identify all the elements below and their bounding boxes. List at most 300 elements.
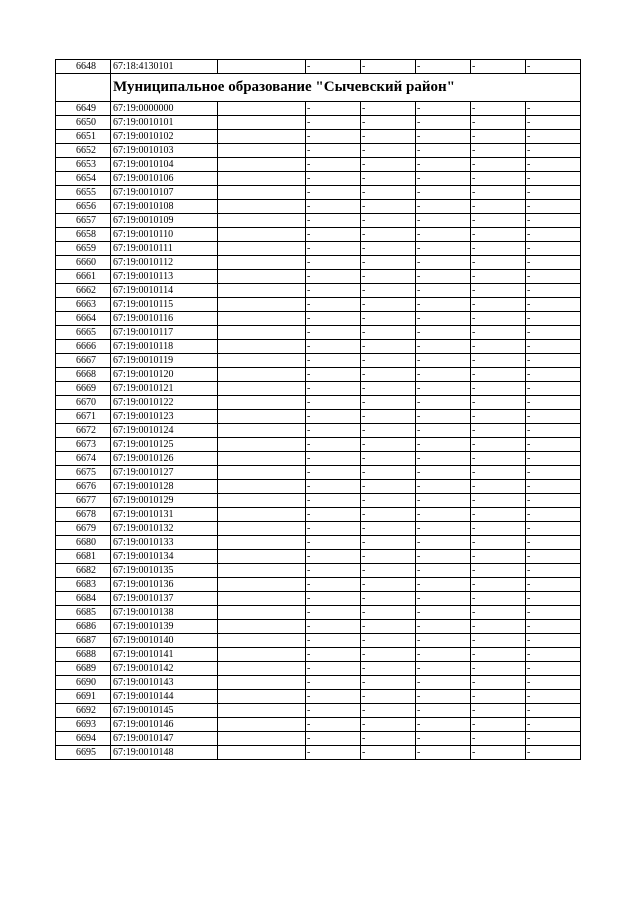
value-cell: - — [526, 102, 581, 116]
value-cell: - — [526, 130, 581, 144]
value-cell: - — [416, 592, 471, 606]
value-cell: - — [306, 172, 361, 186]
value-cell: - — [361, 242, 416, 256]
value-cell: - — [306, 620, 361, 634]
value-cell: - — [471, 676, 526, 690]
value-cell: - — [306, 438, 361, 452]
blank-cell — [218, 508, 306, 522]
blank-cell — [218, 172, 306, 186]
table-row — [56, 648, 581, 662]
value-cell: - — [361, 116, 416, 130]
value-cell: - — [471, 690, 526, 704]
table-row — [56, 508, 581, 522]
row-number: 6648 — [56, 60, 111, 74]
value-cell: - — [361, 256, 416, 270]
value-cell: - — [306, 158, 361, 172]
cadastral-number: 67:19:0010137 — [111, 592, 218, 606]
value-cell: - — [526, 242, 581, 256]
table-row — [56, 662, 581, 676]
blank-cell — [218, 662, 306, 676]
blank-cell — [218, 424, 306, 438]
value-cell: - — [306, 662, 361, 676]
value-cell: - — [526, 158, 581, 172]
value-cell: - — [526, 690, 581, 704]
value-cell: - — [526, 326, 581, 340]
cadastral-number: 67:18:4130101 — [111, 60, 218, 74]
value-cell: - — [526, 578, 581, 592]
value-cell: - — [471, 368, 526, 382]
cadastral-number: 67:19:0010127 — [111, 466, 218, 480]
value-cell: - — [471, 480, 526, 494]
value-cell: - — [471, 228, 526, 242]
value-cell: - — [306, 312, 361, 326]
value-cell: - — [416, 648, 471, 662]
value-cell: - — [526, 494, 581, 508]
cadastral-number: 67:19:0010135 — [111, 564, 218, 578]
value-cell: - — [361, 340, 416, 354]
value-cell: - — [526, 662, 581, 676]
value-cell: - — [471, 256, 526, 270]
value-cell: - — [306, 368, 361, 382]
cadastral-number: 67:19:0010148 — [111, 746, 218, 760]
cadastral-number: 67:19:0010147 — [111, 732, 218, 746]
value-cell: - — [306, 228, 361, 242]
value-cell: - — [306, 424, 361, 438]
row-number: 6680 — [56, 536, 111, 550]
table-row — [56, 578, 581, 592]
value-cell: - — [471, 312, 526, 326]
value-cell: - — [416, 522, 471, 536]
value-cell: - — [471, 326, 526, 340]
value-cell: - — [416, 130, 471, 144]
blank-cell — [218, 578, 306, 592]
blank-cell — [218, 410, 306, 424]
value-cell: - — [526, 438, 581, 452]
value-cell: - — [361, 424, 416, 438]
blank-cell — [218, 494, 306, 508]
value-cell: - — [306, 536, 361, 550]
blank-cell — [218, 256, 306, 270]
value-cell: - — [471, 648, 526, 662]
blank-cell — [218, 158, 306, 172]
value-cell: - — [416, 340, 471, 354]
value-cell: - — [306, 410, 361, 424]
value-cell: - — [416, 690, 471, 704]
row-number: 6692 — [56, 704, 111, 718]
cadastral-number: 67:19:0010144 — [111, 690, 218, 704]
value-cell: - — [471, 270, 526, 284]
row-number: 6649 — [56, 102, 111, 116]
cadastral-number: 67:19:0010133 — [111, 536, 218, 550]
value-cell: - — [306, 480, 361, 494]
row-number: 6686 — [56, 620, 111, 634]
value-cell: - — [306, 550, 361, 564]
value-cell: - — [306, 396, 361, 410]
value-cell: - — [361, 186, 416, 200]
value-cell: - — [526, 480, 581, 494]
cadastral-number: 67:19:0010121 — [111, 382, 218, 396]
value-cell: - — [361, 410, 416, 424]
value-cell: - — [471, 214, 526, 228]
value-cell: - — [416, 284, 471, 298]
value-cell: - — [526, 144, 581, 158]
value-cell: - — [526, 256, 581, 270]
row-number: 6665 — [56, 326, 111, 340]
value-cell: - — [471, 536, 526, 550]
value-cell: - — [471, 746, 526, 760]
value-cell: - — [416, 368, 471, 382]
value-cell: - — [416, 550, 471, 564]
value-cell: - — [306, 326, 361, 340]
table-row — [56, 312, 581, 326]
value-cell: - — [361, 130, 416, 144]
value-cell: - — [471, 340, 526, 354]
blank-cell — [218, 718, 306, 732]
value-cell: - — [416, 424, 471, 438]
value-cell: - — [526, 522, 581, 536]
value-cell: - — [471, 144, 526, 158]
value-cell: - — [361, 102, 416, 116]
table-row — [56, 130, 581, 144]
cadastral-number: 67:19:0010138 — [111, 606, 218, 620]
cadastral-number: 67:19:0010118 — [111, 340, 218, 354]
value-cell: - — [526, 214, 581, 228]
row-number: 6678 — [56, 508, 111, 522]
table-row — [56, 144, 581, 158]
value-cell: - — [471, 466, 526, 480]
cadastral-number: 67:19:0010136 — [111, 578, 218, 592]
cadastral-number: 67:19:0010107 — [111, 186, 218, 200]
cadastral-number: 67:19:0010102 — [111, 130, 218, 144]
blank-cell — [218, 466, 306, 480]
cadastral-number: 67:19:0010122 — [111, 396, 218, 410]
blank-cell — [218, 200, 306, 214]
value-cell: - — [526, 60, 581, 74]
value-cell: - — [306, 186, 361, 200]
section-header-row — [56, 74, 581, 102]
table-row — [56, 522, 581, 536]
cadastral-number: 67:19:0010106 — [111, 172, 218, 186]
value-cell: - — [416, 172, 471, 186]
blank-cell — [218, 704, 306, 718]
value-cell: - — [526, 410, 581, 424]
blank-cell — [218, 564, 306, 578]
value-cell: - — [471, 60, 526, 74]
cadastral-number: 67:19:0010125 — [111, 438, 218, 452]
value-cell: - — [306, 746, 361, 760]
value-cell: - — [416, 746, 471, 760]
value-cell: - — [361, 284, 416, 298]
cadastral-number: 67:19:0010143 — [111, 676, 218, 690]
cadastral-number: 67:19:0010114 — [111, 284, 218, 298]
row-number: 6656 — [56, 200, 111, 214]
value-cell: - — [361, 592, 416, 606]
value-cell: - — [361, 480, 416, 494]
row-number: 6658 — [56, 228, 111, 242]
value-cell: - — [361, 676, 416, 690]
cadastral-number: 67:19:0010120 — [111, 368, 218, 382]
row-number: 6683 — [56, 578, 111, 592]
blank-cell — [218, 340, 306, 354]
cadastral-number: 67:19:0010110 — [111, 228, 218, 242]
value-cell: - — [526, 746, 581, 760]
blank-cell — [218, 284, 306, 298]
cadastral-number: 67:19:0010116 — [111, 312, 218, 326]
value-cell: - — [526, 368, 581, 382]
row-number: 6670 — [56, 396, 111, 410]
value-cell: - — [306, 606, 361, 620]
value-cell: - — [306, 60, 361, 74]
table-row — [56, 242, 581, 256]
value-cell: - — [471, 172, 526, 186]
value-cell: - — [306, 466, 361, 480]
cadastral-number: 67:19:0010123 — [111, 410, 218, 424]
row-number: 6695 — [56, 746, 111, 760]
cadastral-number: 67:19:0010142 — [111, 662, 218, 676]
table-row — [56, 172, 581, 186]
table-row — [56, 284, 581, 298]
value-cell: - — [526, 536, 581, 550]
blank-cell — [218, 438, 306, 452]
value-cell: - — [526, 200, 581, 214]
table-row — [56, 382, 581, 396]
value-cell: - — [526, 298, 581, 312]
value-cell: - — [471, 732, 526, 746]
value-cell: - — [306, 494, 361, 508]
table-row — [56, 592, 581, 606]
value-cell: - — [526, 424, 581, 438]
row-number: 6663 — [56, 298, 111, 312]
value-cell: - — [306, 102, 361, 116]
value-cell: - — [306, 704, 361, 718]
row-number: 6688 — [56, 648, 111, 662]
value-cell: - — [471, 494, 526, 508]
value-cell: - — [526, 396, 581, 410]
value-cell: - — [361, 452, 416, 466]
value-cell: - — [471, 242, 526, 256]
value-cell: - — [361, 634, 416, 648]
table-row — [56, 270, 581, 284]
row-number: 6662 — [56, 284, 111, 298]
cadastral-number: 67:19:0010146 — [111, 718, 218, 732]
blank-cell — [218, 60, 306, 74]
value-cell: - — [471, 662, 526, 676]
value-cell: - — [416, 256, 471, 270]
value-cell: - — [471, 718, 526, 732]
blank-cell — [218, 186, 306, 200]
value-cell: - — [361, 536, 416, 550]
blank-cell — [218, 634, 306, 648]
cadastral-number: 67:19:0010101 — [111, 116, 218, 130]
row-number: 6676 — [56, 480, 111, 494]
value-cell: - — [361, 158, 416, 172]
cadastral-number: 67:19:0010112 — [111, 256, 218, 270]
table-row — [56, 214, 581, 228]
blank-cell — [218, 116, 306, 130]
value-cell: - — [526, 718, 581, 732]
value-cell: - — [416, 270, 471, 284]
value-cell: - — [416, 396, 471, 410]
value-cell: - — [306, 270, 361, 284]
value-cell: - — [471, 396, 526, 410]
value-cell: - — [361, 704, 416, 718]
value-cell: - — [306, 284, 361, 298]
blank-cell — [218, 690, 306, 704]
value-cell: - — [416, 326, 471, 340]
value-cell: - — [416, 620, 471, 634]
table-row — [56, 634, 581, 648]
row-number: 6655 — [56, 186, 111, 200]
blank-cell — [218, 592, 306, 606]
value-cell: - — [526, 620, 581, 634]
value-cell: - — [306, 578, 361, 592]
value-cell: - — [306, 732, 361, 746]
cadastral-number: 67:19:0010141 — [111, 648, 218, 662]
value-cell: - — [416, 564, 471, 578]
row-number: 6654 — [56, 172, 111, 186]
table-row — [56, 102, 581, 116]
table-row — [56, 186, 581, 200]
blank-cell — [218, 550, 306, 564]
table-row — [56, 60, 581, 74]
value-cell: - — [416, 116, 471, 130]
cadastral-number: 67:19:0010117 — [111, 326, 218, 340]
value-cell: - — [416, 704, 471, 718]
row-number: 6673 — [56, 438, 111, 452]
value-cell: - — [361, 732, 416, 746]
value-cell: - — [471, 116, 526, 130]
value-cell: - — [526, 354, 581, 368]
value-cell: - — [416, 438, 471, 452]
blank-cell — [218, 452, 306, 466]
value-cell: - — [416, 452, 471, 466]
row-number: 6657 — [56, 214, 111, 228]
value-cell: - — [471, 298, 526, 312]
value-cell: - — [471, 438, 526, 452]
row-number: 6672 — [56, 424, 111, 438]
blank-cell — [218, 312, 306, 326]
value-cell: - — [526, 508, 581, 522]
value-cell: - — [471, 522, 526, 536]
value-cell: - — [416, 186, 471, 200]
row-number: 6675 — [56, 466, 111, 480]
section-title: Муниципальное образование "Сычевский район" — [111, 74, 581, 102]
table-row — [56, 340, 581, 354]
table-row — [56, 354, 581, 368]
value-cell: - — [416, 298, 471, 312]
value-cell: - — [471, 410, 526, 424]
table-row — [56, 732, 581, 746]
value-cell: - — [306, 648, 361, 662]
value-cell: - — [526, 676, 581, 690]
value-cell: - — [526, 452, 581, 466]
value-cell: - — [306, 592, 361, 606]
data-table — [55, 59, 581, 760]
value-cell: - — [526, 284, 581, 298]
cadastral-number: 67:19:0010103 — [111, 144, 218, 158]
cadastral-number: 67:19:0010145 — [111, 704, 218, 718]
value-cell: - — [526, 564, 581, 578]
value-cell: - — [306, 354, 361, 368]
table-row — [56, 158, 581, 172]
table-row — [56, 438, 581, 452]
value-cell: - — [416, 606, 471, 620]
blank-cell — [218, 746, 306, 760]
value-cell: - — [416, 214, 471, 228]
value-cell: - — [471, 354, 526, 368]
value-cell: - — [361, 438, 416, 452]
table-row — [56, 746, 581, 760]
value-cell: - — [416, 200, 471, 214]
cadastral-number: 67:19:0000000 — [111, 102, 218, 116]
value-cell: - — [361, 620, 416, 634]
blank-cell — [218, 326, 306, 340]
table-row — [56, 452, 581, 466]
value-cell: - — [416, 480, 471, 494]
value-cell: - — [361, 60, 416, 74]
table-row — [56, 480, 581, 494]
value-cell: - — [361, 298, 416, 312]
blank-cell — [218, 270, 306, 284]
value-cell: - — [526, 228, 581, 242]
table-row — [56, 228, 581, 242]
value-cell: - — [306, 130, 361, 144]
value-cell: - — [471, 424, 526, 438]
value-cell: - — [471, 620, 526, 634]
blank-cell — [218, 242, 306, 256]
cadastral-number: 67:19:0010109 — [111, 214, 218, 228]
value-cell: - — [526, 116, 581, 130]
table-row — [56, 326, 581, 340]
value-cell: - — [416, 228, 471, 242]
table-row — [56, 606, 581, 620]
value-cell: - — [416, 662, 471, 676]
table-row — [56, 200, 581, 214]
value-cell: - — [361, 578, 416, 592]
value-cell: - — [471, 550, 526, 564]
table-row — [56, 718, 581, 732]
table-row — [56, 550, 581, 564]
blank-cell — [218, 102, 306, 116]
blank-cell — [218, 536, 306, 550]
value-cell: - — [416, 102, 471, 116]
blank-cell — [218, 480, 306, 494]
row-number: 6660 — [56, 256, 111, 270]
value-cell: - — [361, 312, 416, 326]
row-number: 6682 — [56, 564, 111, 578]
value-cell: - — [526, 186, 581, 200]
blank-cell — [218, 732, 306, 746]
value-cell: - — [416, 578, 471, 592]
row-number: 6689 — [56, 662, 111, 676]
value-cell: - — [306, 144, 361, 158]
cadastral-number: 67:19:0010140 — [111, 634, 218, 648]
table-body — [56, 60, 581, 760]
blank-cell — [218, 228, 306, 242]
row-number: 6671 — [56, 410, 111, 424]
value-cell: - — [361, 494, 416, 508]
blank-cell — [218, 522, 306, 536]
row-number: 6669 — [56, 382, 111, 396]
value-cell: - — [526, 270, 581, 284]
row-number: 6659 — [56, 242, 111, 256]
value-cell: - — [361, 508, 416, 522]
value-cell: - — [306, 242, 361, 256]
value-cell: - — [306, 214, 361, 228]
cadastral-number: 67:19:0010132 — [111, 522, 218, 536]
row-number: 6650 — [56, 116, 111, 130]
row-number: 6668 — [56, 368, 111, 382]
